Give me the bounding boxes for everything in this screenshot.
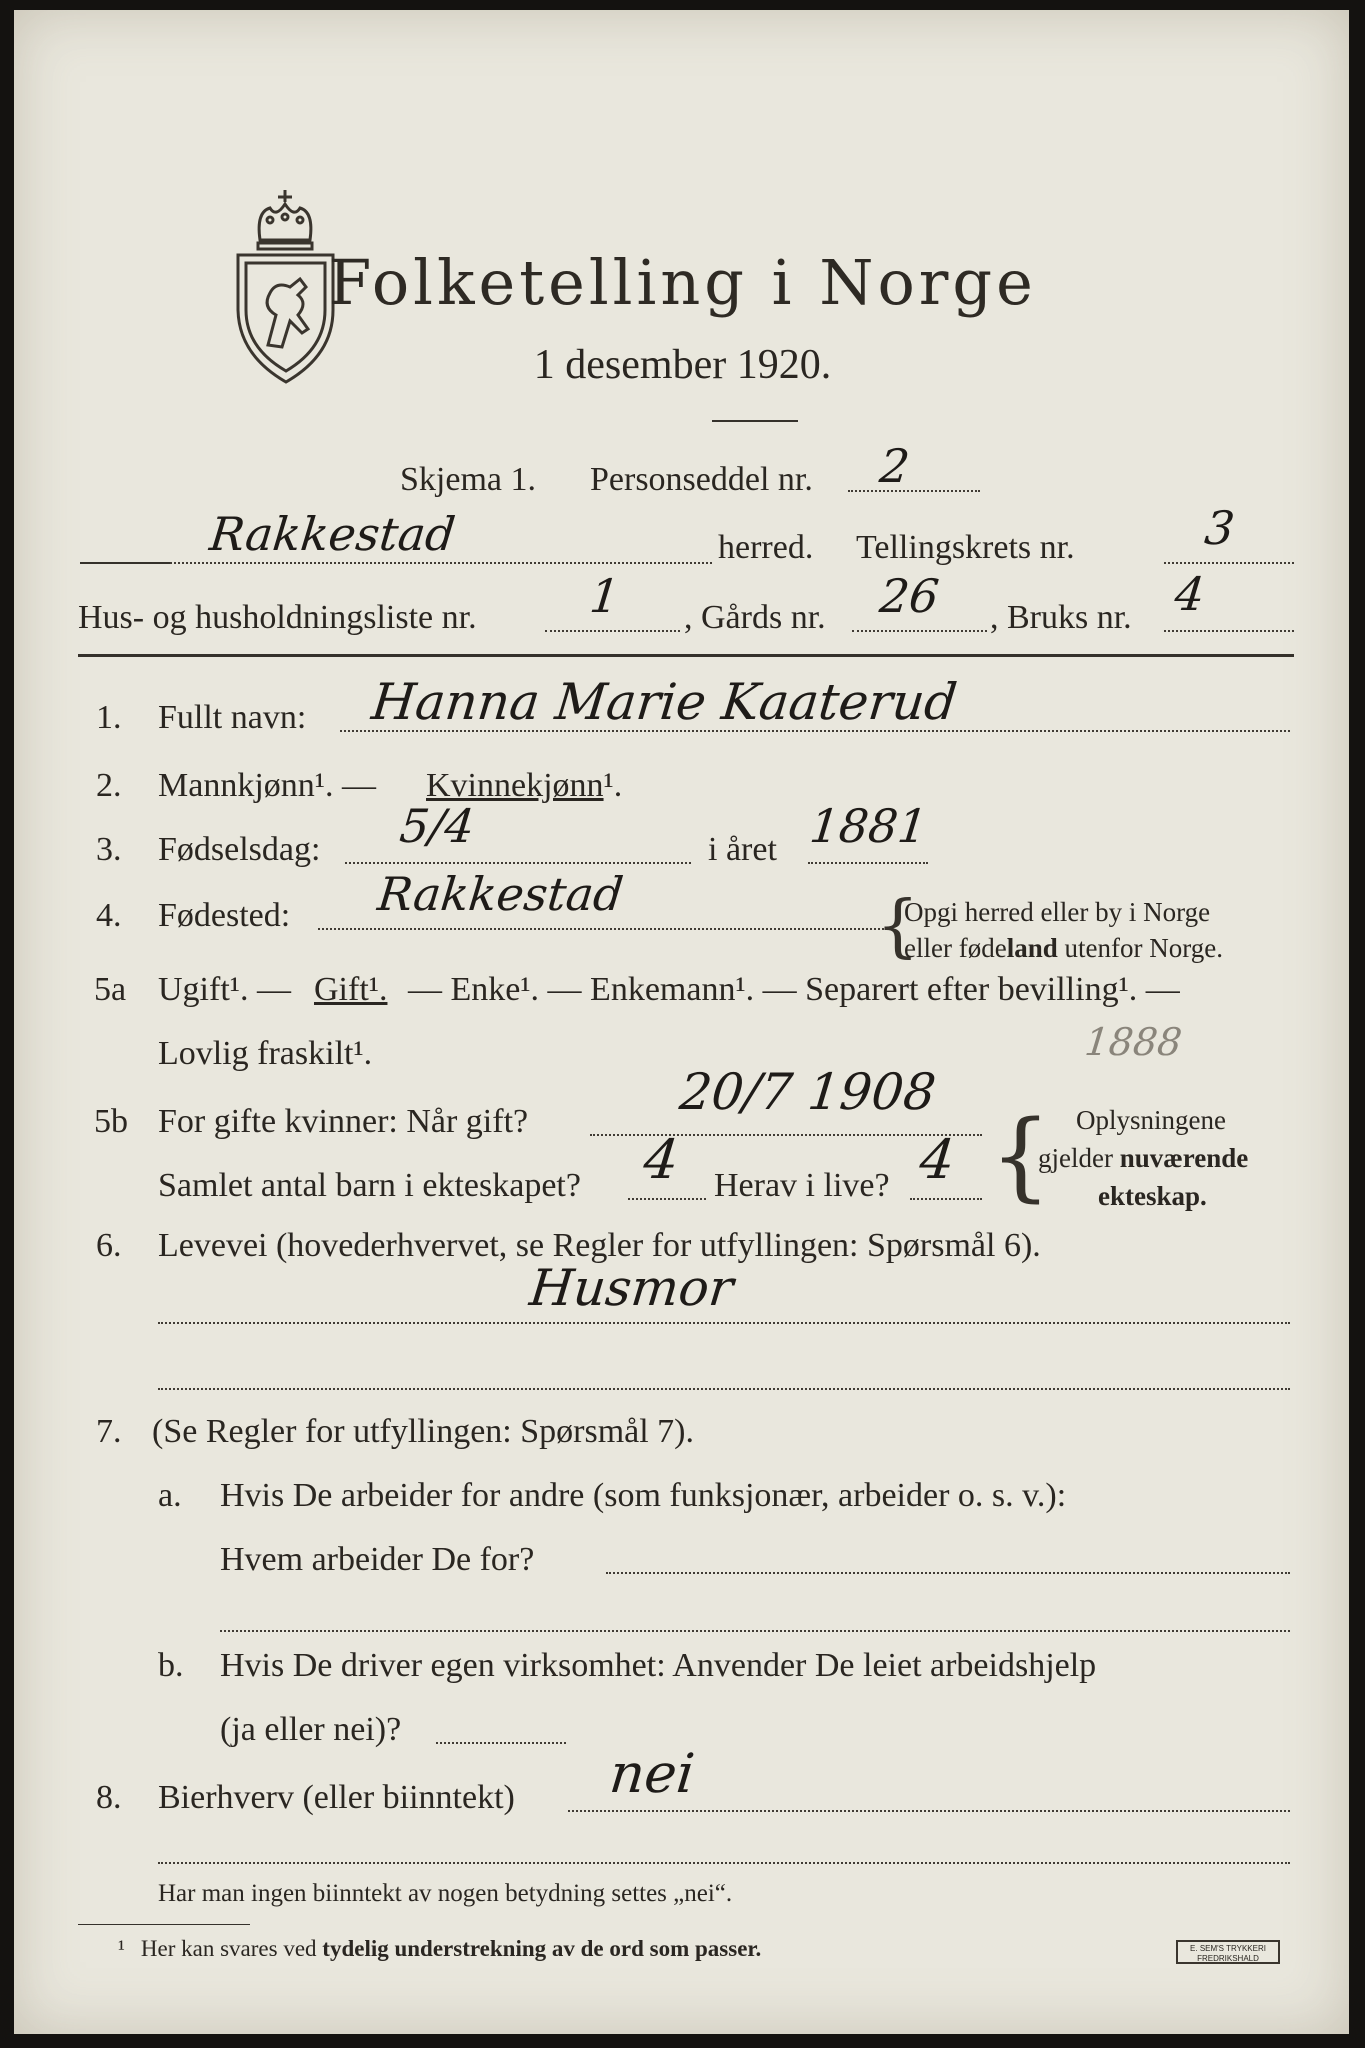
q5b-note2-pre: gjelder: [1038, 1143, 1120, 1173]
q3-number: 3.: [96, 831, 122, 868]
q4-note2-post: utenfor Norge.: [1057, 933, 1223, 963]
q5a-gift: Gift¹.: [314, 971, 388, 1008]
q5a-fraskilt: Lovlig fraskilt¹.: [158, 1035, 373, 1072]
q5b-number: 5b: [94, 1103, 128, 1140]
q5b-note-brace: {: [990, 1100, 1052, 1212]
printer-stamp: [1176, 1940, 1280, 1964]
q3-line: [345, 862, 691, 864]
bruks-value: 4: [1172, 567, 1208, 621]
q4-note2-pre: eller føde: [904, 933, 1007, 963]
hus-line: [545, 630, 680, 632]
q5b-live-value: 4: [916, 1128, 958, 1191]
q5a-other-options: — Enke¹. — Enkemann¹. — Separert efter bevilling¹. —: [408, 971, 1180, 1008]
q4-note-brace: {: [876, 887, 920, 966]
q1-value: Hanna Marie Kaaterud: [368, 673, 960, 731]
q7b-letter: b.: [158, 1647, 184, 1684]
tellingskrets-line: [1164, 562, 1294, 564]
q5b-note-line2: [1038, 1142, 1248, 1174]
q6-number: 6.: [96, 1227, 122, 1264]
q3-label: Fødselsdag:: [158, 831, 321, 868]
q2-number: 2.: [96, 767, 122, 804]
hus-value: 1: [587, 569, 623, 623]
q7a-text: Hvis De arbeider for andre (som funksjonær, arbeider o. s. v.):: [220, 1477, 1067, 1514]
q5b-live-label: Herav i live?: [714, 1167, 890, 1204]
q7b-question: (ja eller nei)?: [220, 1711, 402, 1748]
q4-line: [318, 928, 888, 930]
q5b-note-line3: ekteskap.: [1098, 1181, 1207, 1211]
q6-label: Levevei (hovederhvervet, se Regler for utfyllingen: Spørsmål 6).: [158, 1227, 1041, 1264]
q7-label: (Se Regler for utfyllingen: Spørsmål 7).: [152, 1413, 695, 1450]
q2-male-option: Mannkjønn¹. —: [158, 767, 376, 804]
form-date: 1 desember 1920.: [533, 342, 832, 388]
q7-number: 7.: [96, 1413, 122, 1450]
bruks-label: , Bruks nr.: [990, 599, 1132, 636]
q4-note-line2: [904, 932, 1223, 964]
q5a-margin-note: 1888: [1082, 1020, 1185, 1064]
printer-stamp-text: E. SEM'S TRYKKERI FREDRIKSHALD: [1190, 1944, 1266, 1963]
footnote-bold: tydelig understrekning av de ord som passer.: [322, 1936, 762, 1961]
q5b-barn-line: [628, 1198, 706, 1200]
q5b-label: For gifte kvinner: Når gift?: [158, 1103, 529, 1140]
q4-note-line1: Opgi herred eller by i Norge: [904, 897, 1211, 927]
footnote-pre: Her kan svares ved: [140, 1936, 323, 1961]
footnote: [118, 1936, 761, 1962]
q5b-note-line1: Oplysningene: [1076, 1105, 1226, 1135]
q6-line2: [158, 1388, 1290, 1390]
q7b-text: Hvis De driver egen virksomhet: Anvender De leiet arbeidshjelp: [220, 1647, 1097, 1684]
herred-label: herred.: [718, 529, 814, 566]
q7a-line2: [220, 1630, 1290, 1632]
q3-value: 5/4: [397, 799, 477, 853]
q7a-letter: a.: [158, 1477, 182, 1514]
q1-number: 1.: [96, 699, 122, 736]
q8-number: 8.: [96, 1779, 122, 1816]
header-section-rule: [78, 654, 1294, 657]
q7a-line1: [606, 1572, 1290, 1574]
footnote-rule: [78, 1924, 250, 1925]
q6-value: Husmor: [526, 1259, 736, 1317]
title-divider: [712, 420, 798, 422]
q5a-number: 5a: [94, 971, 127, 1008]
gards-label: , Gårds nr.: [684, 599, 826, 636]
skjema-label: Skjema 1.: [400, 461, 536, 498]
gards-value: 26: [877, 569, 942, 623]
q1-label: Fullt navn:: [158, 699, 307, 736]
q2-female-label: Kvinnekjønn: [426, 767, 604, 804]
q5b-barn-value: 4: [640, 1128, 682, 1191]
herred-value: Rakkestad: [207, 507, 458, 561]
q3-year-line: [808, 862, 928, 864]
q2-female-sup: ¹.: [603, 767, 623, 804]
hus-label: Hus- og husholdningsliste nr.: [78, 599, 477, 636]
tellingskrets-label: Tellingskrets nr.: [856, 529, 1075, 566]
q4-note2-bold: land: [1006, 933, 1058, 963]
personseddel-value: 2: [877, 439, 913, 493]
q7b-line: [436, 1742, 566, 1744]
q5a-ugift: Ugift¹. —: [158, 971, 291, 1008]
q3-year-label: i året: [708, 831, 777, 868]
herred-line: [170, 562, 712, 564]
q8-value: nei: [606, 1742, 698, 1805]
q4-label: Fødested:: [158, 897, 291, 934]
q4-number: 4.: [96, 897, 122, 934]
q8-label: Bierhverv (eller biinntekt): [158, 1779, 515, 1816]
bruks-line: [1164, 630, 1294, 632]
q6-line1: [158, 1322, 1290, 1324]
q8-line: [568, 1810, 1290, 1812]
form-title: Folketelling i Norge: [328, 246, 1037, 319]
footer-note: Har man ingen biinntekt av nogen betydning settes „nei“.: [158, 1880, 733, 1907]
personseddel-label: Personseddel nr.: [590, 461, 813, 498]
q5b-note2-bold: nuværende: [1119, 1143, 1249, 1173]
q4-value: Rakkestad: [375, 867, 626, 921]
q5b-barn-label: Samlet antal barn i ekteskapet?: [158, 1167, 581, 1204]
q7a-question: Hvem arbeider De for?: [220, 1541, 535, 1578]
herred-leading-rule: [80, 562, 170, 564]
q5b-value: 20/7 1908: [676, 1063, 939, 1121]
footnote-mark: ¹: [118, 1936, 125, 1961]
q8-line2: [158, 1862, 1290, 1864]
gards-line: [852, 630, 987, 632]
tellingskrets-value: 3: [1202, 501, 1238, 555]
q3-year-value: 1881: [807, 799, 930, 853]
personseddel-line: [848, 490, 980, 492]
q5b-live-line: [910, 1198, 982, 1200]
